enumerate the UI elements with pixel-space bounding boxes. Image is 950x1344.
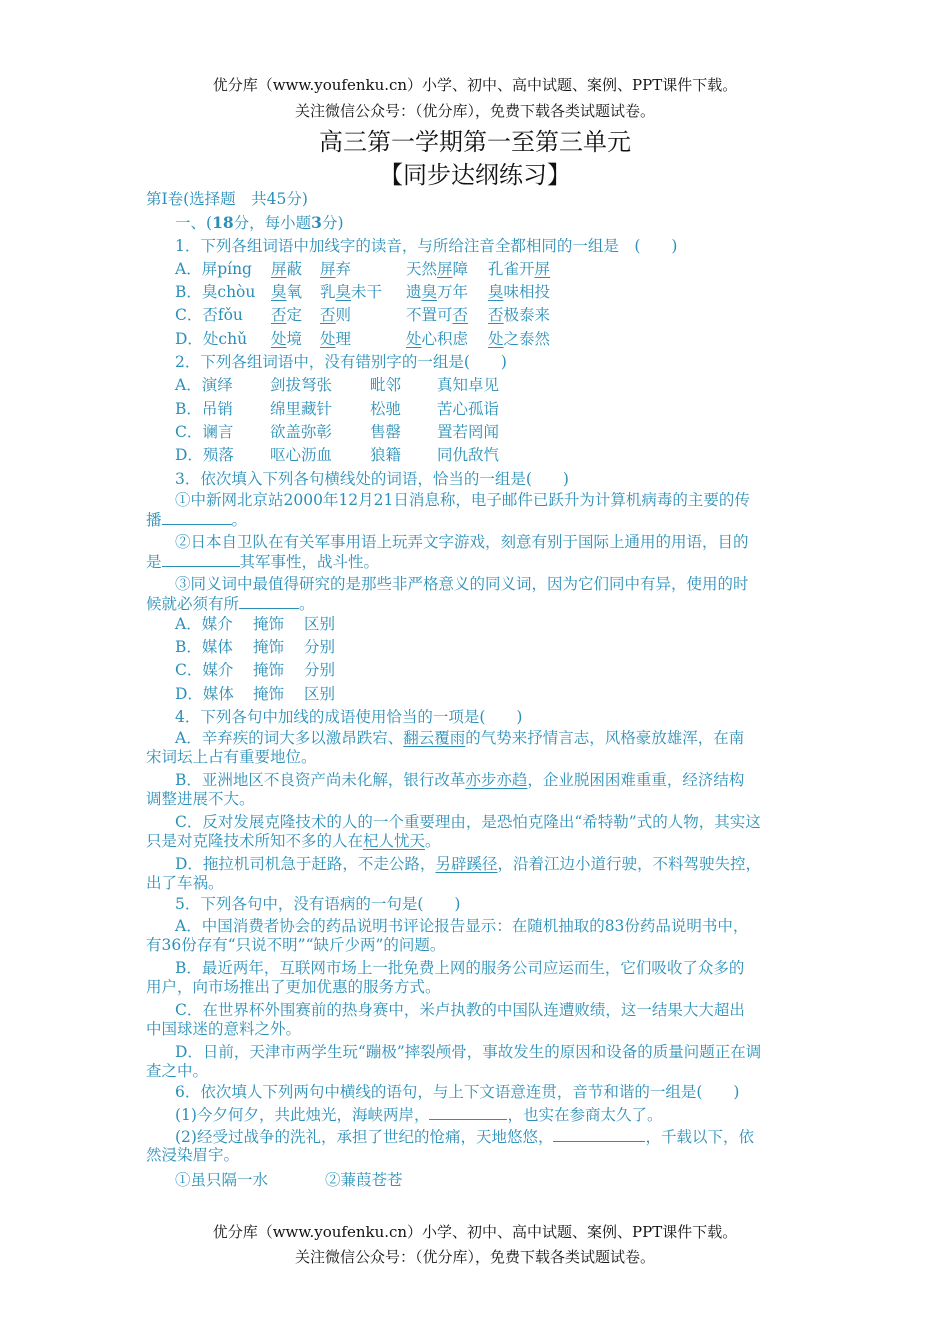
- q1-option-c: C．否fǒu 否定 否则 不置可否 否极泰来: [175, 306, 551, 325]
- q4-option-b: B．亚洲地区不良资产尚未化解，银行改革亦步亦趋，企业脱困困难重重，经济结构: [175, 771, 745, 790]
- q3-sentence-3-cont: 候就必须有所 。: [146, 594, 315, 613]
- q5-option-d-cont: 查之中。: [146, 1061, 209, 1080]
- q4-option-c: C．反对发展克隆技术的人的一个重要理由，是恐怕克隆出“希特勒”式的人物，其实这: [175, 813, 761, 832]
- q2-option-b: B．吊销 绵里藏针 松驰 苦心孤诣: [175, 399, 500, 418]
- footer-line-1: 优分库（www.youfenku.cn）小学、初中、高中试题、案例、PPT课件下载。: [212, 1223, 738, 1241]
- q6-options: ①虽只隔一水 ②蒹葭苍苍: [175, 1171, 403, 1190]
- page-subtitle: 【同步达纲练习】: [379, 161, 571, 189]
- q4-option-a-cont: 宋词坛上占有重要地位。: [146, 748, 317, 767]
- q1-option-a: A．屏píng 屏蔽 屏弃 天然屏障 孔雀开屏: [175, 259, 551, 278]
- q1-option-b: B．臭chòu 臭氧 乳臭未干 遗臭万年 臭味相投: [175, 283, 551, 302]
- question-1-stem: 1．下列各组词语中加线字的读音，与所给注音全都相同的一组是 ( ): [175, 236, 678, 255]
- section-heading: 第Ⅰ卷(选择题 共45分): [146, 190, 308, 208]
- q3-sentence-1-cont: 播 。: [146, 510, 248, 529]
- q5-option-c-cont: 中国球迷的意料之外。: [146, 1019, 302, 1038]
- header-line-1: 优分库（www.youfenku.cn）小学、初中、高中试题、案例、PPT课件下载。: [212, 76, 738, 94]
- q3-option-b: B．媒体 掩饰 分别: [175, 638, 336, 657]
- q2-option-d: D．殒落 呕心沥血 狼籍 同仇敌忾: [175, 446, 500, 465]
- question-6-stem: 6．依次填人下列两句中横线的语句，与上下文语意连贯，音节和谐的一组是( ): [175, 1082, 740, 1101]
- q6-sentence-2: (2)经受过战争的洗礼，承担了世纪的怆痛，天地悠悠， ，千载以下，依: [175, 1128, 754, 1147]
- q3-option-c: C．媒介 掩饰 分别: [175, 661, 336, 680]
- q3-option-a: A．媒介 掩饰 区别: [175, 614, 336, 633]
- question-2-stem: 2．下列各组词语中，没有错别字的一组是( ): [175, 353, 507, 372]
- q3-sentence-3: ③同义词中最值得研究的是那些非严格意义的同义词，因为它们同中有异，使用的时: [175, 574, 749, 593]
- q1-option-d: D．处chǔ 处境 处理 处心积虑 处之泰然: [175, 329, 551, 348]
- part-heading: 一、(18分，每小题3分): [175, 213, 344, 233]
- q5-option-b-cont: 用户，向市场推出了更加优惠的服务方式。: [146, 977, 441, 996]
- q6-sentence-1: (1)今夕何夕，共此烛光，海峡两岸， ，也实在参商太久了。: [175, 1105, 663, 1124]
- q3-option-d: D．媒体 掩饰 区别: [175, 684, 336, 703]
- q3-sentence-2-cont: 是 其军事性，战斗性。: [146, 552, 380, 571]
- q2-option-c: C．谰言 欲盖弥彰 售罄 置若罔闻: [175, 422, 500, 441]
- exam-content: [146, 188, 811, 1193]
- q5-option-c: C．在世界杯外围赛前的热身赛中，米卢执教的中国队连遭败绩，这一结果大大超出: [175, 1000, 745, 1019]
- q3-sentence-2: ②日本自卫队在有关军事用语上玩弄文字游戏，刻意有别于国际上通用的用语，目的: [175, 532, 749, 551]
- q5-option-b: B．最近两年，互联网市场上一批免费上网的服务公司应运而生，它们吸收了众多的: [175, 958, 745, 977]
- q3-sentence-1: ①中新网北京站2000年12月21日消息称，电子邮件已跃升为计算机病毒的主要的传: [175, 490, 750, 509]
- q4-option-d-cont: 出了车祸。: [146, 874, 224, 893]
- q4-option-a: A．辛弃疾的词大多以激昂跌宕、翻云覆雨的气势来抒情言志，风格豪放雄浑，在南: [175, 729, 745, 748]
- q5-option-a: A．中国消费者协会的药品说明书评论报告显示：在随机抽取的83份药品说明书中，: [175, 916, 749, 935]
- header-line-2: 关注微信公众号：（优分库），免费下载各类试题试卷。: [294, 102, 655, 120]
- q6-sentence-2-cont: 然浸染眉宇。: [146, 1146, 240, 1165]
- q4-option-c-cont: 只是对克隆技术所知不多的人在杞人忧天。: [146, 832, 441, 851]
- question-5-stem: 5．下列各句中，没有语病的一句是( ): [175, 895, 461, 914]
- q4-option-b-cont: 调整进展不大。: [146, 790, 255, 809]
- q5-option-a-cont: 有36份存有“只说不明”“缺斤少两”的问题。: [146, 935, 446, 954]
- footer-line-2: 关注微信公众号：（优分库），免费下载各类试题试卷。: [294, 1248, 655, 1266]
- page-title: 高三第一学期第一至第三单元: [319, 128, 631, 156]
- q5-option-d: D．日前，天津市两学生玩“蹦极”摔裂颅骨，事故发生的原因和设备的质量问题正在调: [175, 1042, 762, 1061]
- q2-option-a: A．演绎 剑拔弩张 毗邻 真知卓见: [175, 376, 500, 395]
- question-3-stem: 3．依次填入下列各句横线处的词语，恰当的一组是( ): [175, 469, 569, 488]
- q4-option-d: D．拖拉机司机急于赶路，不走公路，另辟蹊径，沿着江边小道行驶，不料驾驶失控，: [175, 855, 761, 874]
- question-4-stem: 4．下列各句中加线的成语使用恰当的一项是( ): [175, 708, 523, 727]
